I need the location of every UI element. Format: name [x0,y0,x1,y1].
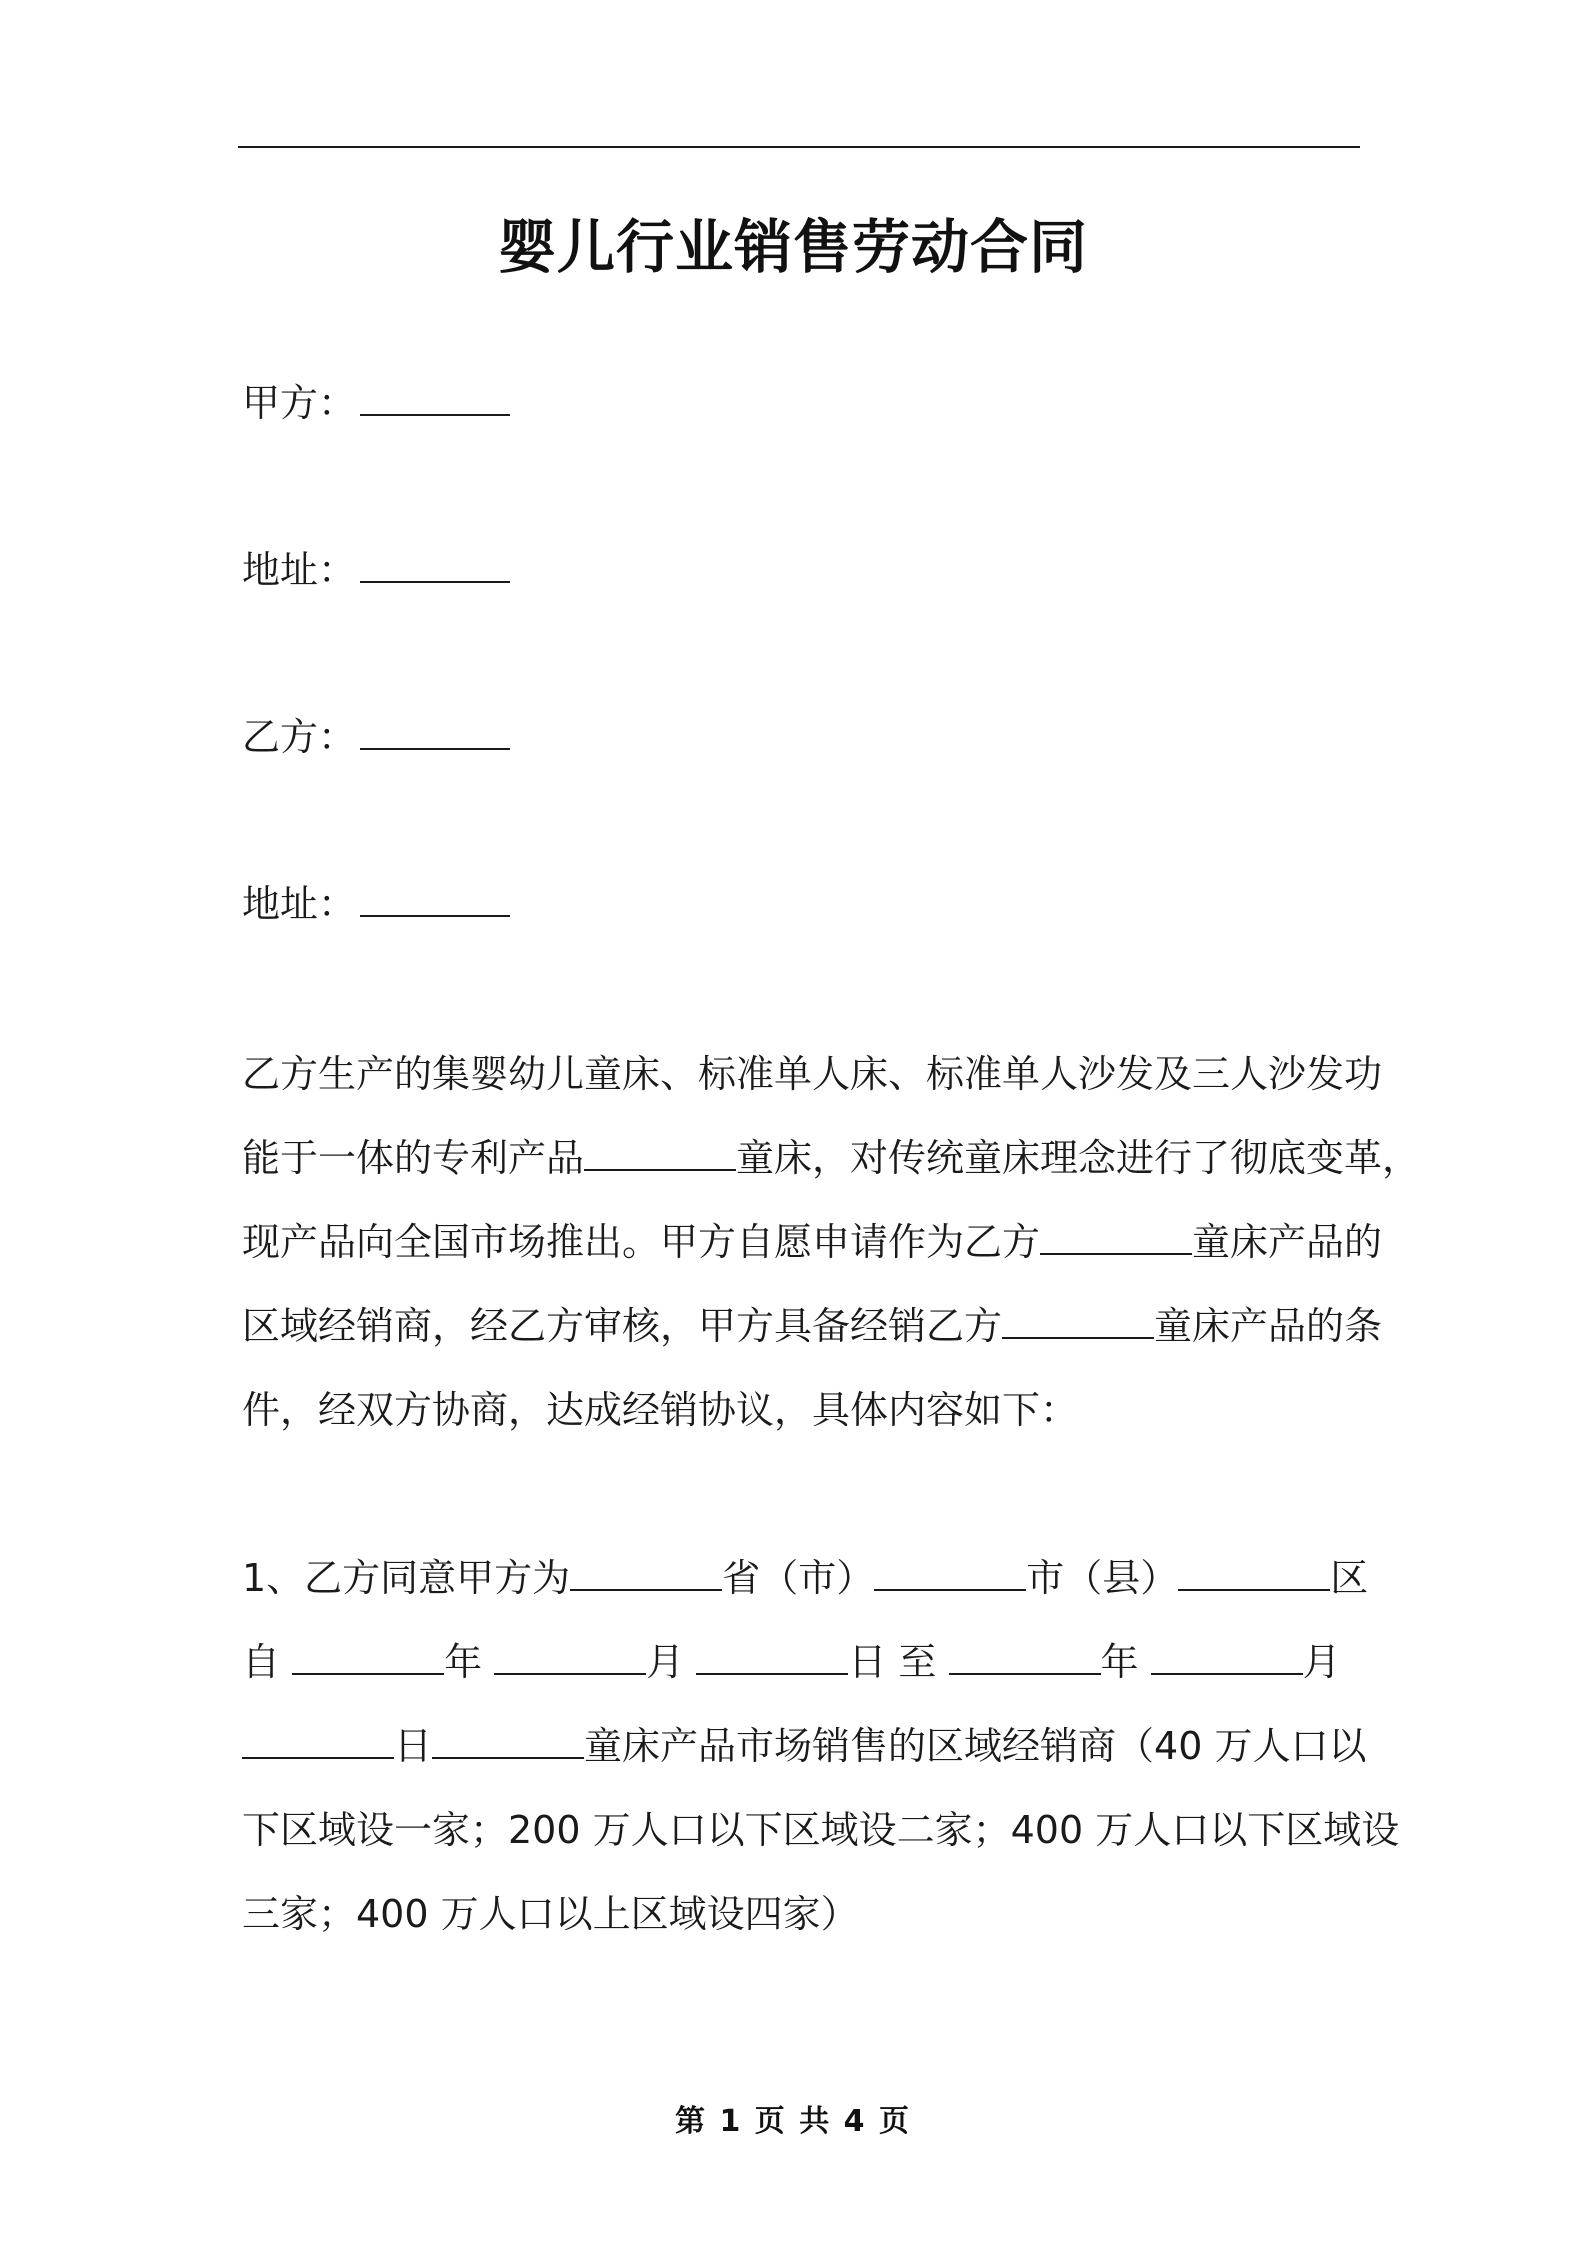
party-b-label: 乙方： [242,715,357,759]
party-b-address-field [242,879,510,929]
intro-text: 童床产品的 [1192,1220,1383,1264]
clause-text: 日 至 [848,1640,937,1684]
clause-text: 年 [444,1640,483,1684]
party-b-blank [360,712,510,750]
blank [584,1133,736,1171]
blank [874,1553,1026,1591]
party-b-address-blank [360,879,510,917]
party-b-address-label: 地址： [242,882,357,926]
blank [432,1721,584,1759]
clause-line: 三家；400 万人口以上区域设四家） [242,1892,859,1936]
clause-text: 月 [646,1640,685,1684]
intro-line [242,1116,1421,1200]
intro-line: 件，经双方协商，达成经销协议，具体内容如下： [242,1388,1079,1432]
clause-1-paragraph [242,1536,1400,1956]
blank [494,1637,646,1675]
blank [1040,1217,1192,1255]
clause-text: 省（市） [722,1556,875,1600]
clause-text: 日 [394,1724,433,1768]
party-a-blank [360,378,510,416]
clause-line [242,1704,1392,1788]
intro-text: 童床产品的条 [1154,1304,1383,1348]
intro-text: 童床，对传统童床理念进行了彻底变革， [736,1136,1421,1180]
clause-text: 市（县） [1026,1556,1179,1600]
party-a-address-blank [360,545,510,583]
intro-line [242,1200,1392,1284]
clause-text: 1、乙方同意甲方为 [242,1556,571,1600]
clause-line [242,1620,1392,1704]
clause-text: 区 [1330,1556,1369,1600]
blank [696,1637,848,1675]
clause-text: 自 [242,1640,281,1684]
intro-paragraph [242,1032,1421,1452]
clause-text: 童床产品市场销售的区域经销商（40 万人口以 [584,1724,1367,1768]
party-a-address-field [242,545,510,595]
blank [292,1637,444,1675]
blank [1178,1553,1330,1591]
header-rule [238,146,1360,148]
party-b-field [242,712,510,762]
blank [242,1721,394,1759]
blank [570,1553,722,1591]
blank [949,1637,1101,1675]
blank [1002,1301,1154,1339]
intro-text: 区域经销商，经乙方审核，甲方具备经销乙方 [242,1304,1003,1348]
intro-line: 乙方生产的集婴幼儿童床、标准单人床、标准单人沙发及三人沙发功 [242,1052,1383,1096]
party-a-address-label: 地址： [242,548,357,592]
clause-line [242,1536,1392,1620]
document-title: 婴儿行业销售劳动合同 [497,213,1088,281]
intro-text: 现产品向全国市场推出。甲方自愿申请作为乙方 [242,1220,1041,1264]
party-a-field [242,378,510,428]
intro-text: 能于一体的专利产品 [242,1136,585,1180]
clause-line: 下区域设一家；200 万人口以下区域设二家；400 万人口以下区域设 [242,1808,1400,1852]
clause-text: 月 [1302,1640,1341,1684]
blank [1151,1637,1303,1675]
page-footer: 第 1 页 共 4 页 [675,2104,911,2139]
clause-text: 年 [1100,1640,1139,1684]
intro-line [242,1284,1392,1368]
party-a-label: 甲方： [242,381,357,425]
